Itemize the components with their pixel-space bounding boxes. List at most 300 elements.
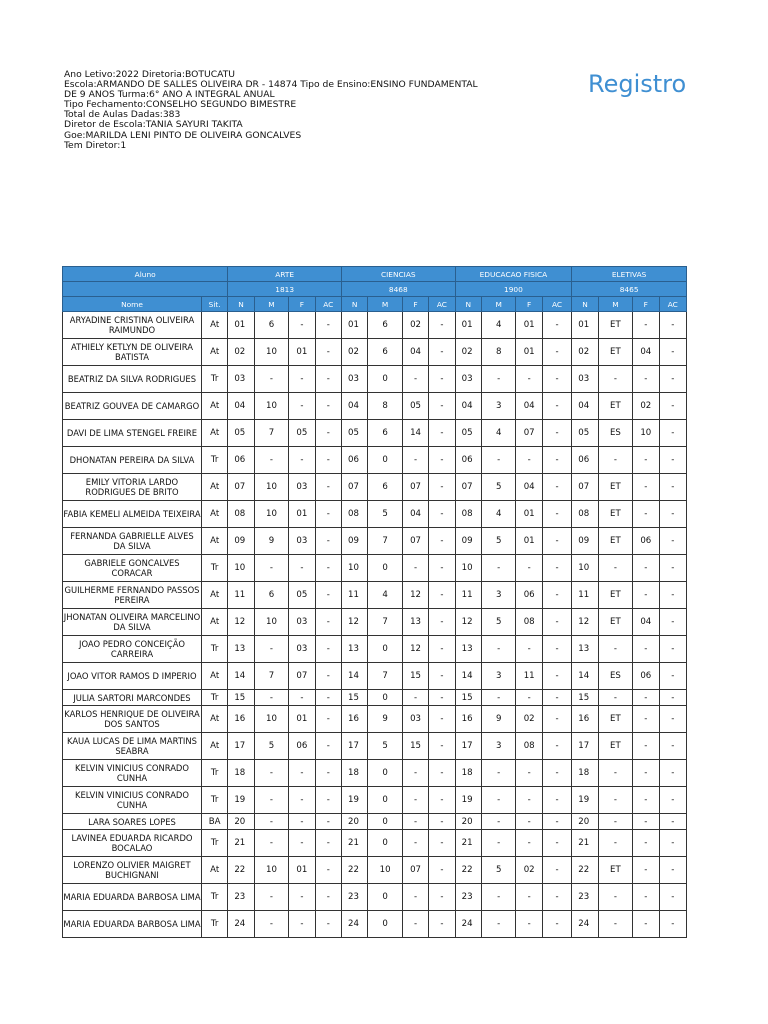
grade-cell-m: 10 — [254, 609, 288, 636]
student-situation: Tr — [201, 366, 227, 393]
grade-cell-ac: - — [429, 830, 455, 857]
student-name: MARIA EDUARDA BARBOSA LIMA — [63, 911, 202, 938]
grade-cell-ac: - — [315, 447, 341, 474]
student-situation: At — [201, 474, 227, 501]
grade-cell-m: 6 — [368, 312, 402, 339]
grade-cell-m: 10 — [368, 857, 402, 884]
sit-header: Sit. — [201, 297, 227, 312]
grade-cell-ac: - — [542, 690, 571, 706]
table-row — [63, 474, 687, 501]
grade-cell-ac: - — [315, 528, 341, 555]
grade-cell-n: 21 — [455, 830, 481, 857]
student-name: DHONATAN PEREIRA DA SILVA — [63, 447, 202, 474]
grade-cell-n: 12 — [341, 609, 367, 636]
grade-cell-n: 17 — [455, 733, 481, 760]
grade-cell-m: - — [254, 760, 288, 787]
code-header-blank — [63, 282, 228, 297]
grade-cell-ac: - — [429, 663, 455, 690]
grade-cell-n: 10 — [341, 555, 367, 582]
grade-cell-n: 18 — [341, 760, 367, 787]
grade-cell-ac: - — [315, 911, 341, 938]
grade-cell-ac: - — [659, 528, 687, 555]
grade-cell-m: 10 — [254, 857, 288, 884]
grade-cell-f: 04 — [402, 339, 428, 366]
grades-table — [62, 266, 687, 938]
grade-cell-f: - — [289, 366, 315, 393]
student-situation: At — [201, 393, 227, 420]
grade-cell-ac: - — [659, 366, 687, 393]
student-situation: Tr — [201, 787, 227, 814]
document-title: Registro — [588, 70, 686, 98]
grade-cell-n: 17 — [572, 733, 598, 760]
grade-cell-ac: - — [429, 787, 455, 814]
grade-cell-f: - — [402, 447, 428, 474]
grade-cell-f: - — [402, 555, 428, 582]
grade-cell-f: - — [289, 393, 315, 420]
grade-cell-f: - — [633, 760, 659, 787]
student-situation: Tr — [201, 760, 227, 787]
grade-cell-f: - — [633, 636, 659, 663]
student-name: EMILY VITORIA LARDO RODRIGUES DE BRITO — [63, 474, 202, 501]
grade-cell-m: - — [598, 884, 632, 911]
grade-cell-f: - — [633, 884, 659, 911]
table-row — [63, 636, 687, 663]
grade-cell-n: 04 — [572, 393, 598, 420]
grade-cell-f: - — [402, 787, 428, 814]
grade-cell-m: 10 — [254, 706, 288, 733]
grade-cell-f: - — [516, 366, 542, 393]
grade-cell-m: - — [481, 760, 515, 787]
grade-cell-n: 14 — [341, 663, 367, 690]
grade-cell-n: 05 — [572, 420, 598, 447]
grade-cell-n: 10 — [572, 555, 598, 582]
grade-cell-f: 11 — [516, 663, 542, 690]
subject-header-educacao-fisica: EDUCACAO FISICA — [455, 267, 572, 282]
grade-cell-ac: - — [429, 636, 455, 663]
grade-cell-m: 8 — [481, 339, 515, 366]
grade-cell-ac: - — [659, 663, 687, 690]
grade-cell-f: 01 — [516, 528, 542, 555]
grade-cell-ac: - — [429, 760, 455, 787]
grade-cell-m: - — [481, 814, 515, 830]
grade-cell-n: 22 — [455, 857, 481, 884]
grade-cell-f: 04 — [516, 474, 542, 501]
grade-cell-m: 10 — [254, 474, 288, 501]
col-header-n: N — [341, 297, 367, 312]
grade-cell-ac: - — [542, 733, 571, 760]
grade-cell-f: - — [633, 555, 659, 582]
grade-cell-ac: - — [315, 733, 341, 760]
grade-cell-n: 24 — [341, 911, 367, 938]
grade-cell-f: 03 — [289, 528, 315, 555]
grade-cell-m: ET — [598, 582, 632, 609]
student-name: KARLOS HENRIQUE DE OLIVEIRA DOS SANTOS — [63, 706, 202, 733]
student-situation: Tr — [201, 636, 227, 663]
grade-cell-n: 15 — [228, 690, 254, 706]
grade-cell-n: 14 — [572, 663, 598, 690]
grade-cell-m: 7 — [368, 663, 402, 690]
student-situation: At — [201, 706, 227, 733]
grade-cell-m: 0 — [368, 366, 402, 393]
grade-cell-m: 7 — [368, 528, 402, 555]
student-name: BEATRIZ GOUVEA DE CAMARGO — [63, 393, 202, 420]
student-name: FERNANDA GABRIELLE ALVES DA SILVA — [63, 528, 202, 555]
grade-cell-n: 08 — [341, 501, 367, 528]
grade-cell-n: 21 — [572, 830, 598, 857]
student-name: KAUA LUCAS DE LIMA MARTINS SEABRA — [63, 733, 202, 760]
grade-cell-f: 12 — [402, 636, 428, 663]
grade-cell-m: 9 — [368, 706, 402, 733]
grade-cell-n: 02 — [455, 339, 481, 366]
grade-cell-ac: - — [659, 474, 687, 501]
grade-cell-ac: - — [542, 339, 571, 366]
col-header-m: M — [254, 297, 288, 312]
grade-cell-m: ET — [598, 501, 632, 528]
col-header-n: N — [228, 297, 254, 312]
grade-cell-f: 02 — [516, 857, 542, 884]
grade-cell-ac: - — [315, 690, 341, 706]
grade-cell-n: 11 — [572, 582, 598, 609]
grade-cell-f: 06 — [289, 733, 315, 760]
grade-cell-m: ET — [598, 609, 632, 636]
grade-cell-m: ET — [598, 474, 632, 501]
student-name: LORENZO OLIVIER MAIGRET BUCHIGNANI — [63, 857, 202, 884]
grade-cell-f: 06 — [516, 582, 542, 609]
grade-cell-f: - — [402, 690, 428, 706]
grade-cell-ac: - — [542, 911, 571, 938]
grade-cell-n: 20 — [228, 814, 254, 830]
grade-cell-n: 04 — [228, 393, 254, 420]
grade-cell-ac: - — [542, 528, 571, 555]
table-row — [63, 787, 687, 814]
grade-cell-m: 10 — [254, 339, 288, 366]
grade-cell-ac: - — [429, 555, 455, 582]
header-line-director: Diretor de Escola:TANIA SAYURI TAKITA — [64, 119, 243, 131]
grade-cell-ac: - — [659, 857, 687, 884]
grade-cell-f: - — [516, 911, 542, 938]
grade-cell-n: 17 — [341, 733, 367, 760]
grade-cell-m: - — [254, 366, 288, 393]
grade-cell-ac: - — [315, 366, 341, 393]
grade-cell-f: - — [633, 447, 659, 474]
grade-cell-n: 13 — [228, 636, 254, 663]
grade-cell-f: 05 — [402, 393, 428, 420]
student-situation: At — [201, 339, 227, 366]
grade-cell-m: 5 — [481, 528, 515, 555]
grade-cell-m: 8 — [368, 393, 402, 420]
grade-cell-m: - — [481, 690, 515, 706]
grade-cell-n: 14 — [228, 663, 254, 690]
grade-cell-n: 05 — [455, 420, 481, 447]
grade-cell-m: ES — [598, 420, 632, 447]
grade-cell-ac: - — [315, 312, 341, 339]
student-situation: Tr — [201, 447, 227, 474]
grade-cell-m: - — [254, 787, 288, 814]
grade-cell-m: 5 — [368, 733, 402, 760]
column-header-row — [63, 297, 687, 312]
grade-cell-ac: - — [659, 582, 687, 609]
grade-cell-ac: - — [315, 787, 341, 814]
grade-cell-n: 04 — [341, 393, 367, 420]
grade-cell-ac: - — [315, 339, 341, 366]
student-situation: BA — [201, 814, 227, 830]
grade-cell-f: - — [289, 690, 315, 706]
grade-cell-f: - — [516, 555, 542, 582]
grade-cell-ac: - — [315, 420, 341, 447]
grade-cell-n: 09 — [572, 528, 598, 555]
grade-cell-m: 0 — [368, 555, 402, 582]
col-header-m: M — [598, 297, 632, 312]
grade-cell-ac: - — [659, 911, 687, 938]
grade-cell-f: - — [516, 884, 542, 911]
grade-cell-ac: - — [659, 884, 687, 911]
grade-cell-ac: - — [315, 582, 341, 609]
grade-cell-ac: - — [542, 393, 571, 420]
grade-cell-m: 5 — [481, 474, 515, 501]
subject-code-educacao-fisica: 1900 — [455, 282, 572, 297]
grade-cell-n: 19 — [455, 787, 481, 814]
grade-cell-ac: - — [429, 528, 455, 555]
grade-cell-n: 04 — [455, 393, 481, 420]
table-row — [63, 814, 687, 830]
grade-cell-n: 17 — [228, 733, 254, 760]
grade-cell-ac: - — [429, 884, 455, 911]
grade-cell-ac: - — [542, 814, 571, 830]
grade-cell-n: 19 — [341, 787, 367, 814]
grade-cell-ac: - — [429, 582, 455, 609]
grade-cell-ac: - — [315, 857, 341, 884]
table-row — [63, 528, 687, 555]
grade-cell-n: 16 — [341, 706, 367, 733]
grade-cell-m: - — [481, 366, 515, 393]
grade-cell-f: 04 — [516, 393, 542, 420]
grade-cell-n: 24 — [572, 911, 598, 938]
grade-cell-m: 9 — [481, 706, 515, 733]
grade-cell-ac: - — [315, 706, 341, 733]
grade-cell-m: - — [598, 555, 632, 582]
grade-cell-m: 5 — [368, 501, 402, 528]
grade-cell-ac: - — [659, 830, 687, 857]
grade-cell-f: - — [516, 636, 542, 663]
subject-header-arte: ARTE — [228, 267, 342, 282]
grade-cell-ac: - — [542, 706, 571, 733]
grade-cell-f: - — [633, 690, 659, 706]
grade-cell-m: 6 — [368, 420, 402, 447]
grade-cell-f: - — [633, 366, 659, 393]
grade-cell-n: 12 — [455, 609, 481, 636]
grade-cell-ac: - — [429, 501, 455, 528]
grade-cell-ac: - — [315, 501, 341, 528]
grade-cell-m: - — [481, 911, 515, 938]
grade-cell-f: - — [633, 911, 659, 938]
grade-cell-n: 23 — [228, 884, 254, 911]
col-header-f: F — [633, 297, 659, 312]
grade-cell-f: 07 — [402, 528, 428, 555]
grade-cell-ac: - — [429, 609, 455, 636]
student-situation: Tr — [201, 911, 227, 938]
grade-cell-f: - — [633, 857, 659, 884]
grade-cell-m: 5 — [481, 609, 515, 636]
header-line-school: Escola:ARMANDO DE SALLES OLIVEIRA DR - 14874 Tipo de Ensino:ENSINO FUNDAMENTAL — [64, 79, 478, 91]
grade-cell-ac: - — [429, 420, 455, 447]
student-situation: Tr — [201, 884, 227, 911]
subject-header-eletivas: ELETIVAS — [572, 267, 687, 282]
grade-cell-f: - — [289, 312, 315, 339]
student-name: GABRIELE GONCALVES CORACAR — [63, 555, 202, 582]
grade-cell-f: 07 — [289, 663, 315, 690]
table-row — [63, 447, 687, 474]
table-row — [63, 312, 687, 339]
grade-cell-n: 12 — [572, 609, 598, 636]
col-header-ac: AC — [315, 297, 341, 312]
grade-cell-f: 02 — [633, 393, 659, 420]
grade-cell-ac: - — [542, 447, 571, 474]
student-situation: At — [201, 528, 227, 555]
grade-cell-m: - — [481, 787, 515, 814]
grade-cell-n: 01 — [455, 312, 481, 339]
grade-cell-f: 03 — [289, 474, 315, 501]
student-situation: Tr — [201, 830, 227, 857]
grade-cell-m: 0 — [368, 447, 402, 474]
grade-cell-f: 04 — [633, 609, 659, 636]
grade-cell-f: 03 — [289, 609, 315, 636]
grade-cell-f: - — [289, 884, 315, 911]
grade-cell-ac: - — [659, 690, 687, 706]
grade-cell-m: - — [254, 447, 288, 474]
grade-cell-n: 16 — [455, 706, 481, 733]
grade-cell-f: 02 — [402, 312, 428, 339]
grade-cell-ac: - — [315, 636, 341, 663]
grade-cell-ac: - — [542, 857, 571, 884]
table-row — [63, 706, 687, 733]
student-name: KELVIN VINICIUS CONRADO CUNHA — [63, 787, 202, 814]
grade-cell-m: - — [598, 787, 632, 814]
grade-cell-n: 24 — [228, 911, 254, 938]
header-line-year: Ano Letivo:2022 Diretoria:BOTUCATU — [64, 69, 236, 80]
student-situation: At — [201, 582, 227, 609]
grade-cell-m: 7 — [254, 663, 288, 690]
grade-cell-f: - — [289, 911, 315, 938]
grade-cell-ac: - — [429, 733, 455, 760]
grade-cell-ac: - — [315, 609, 341, 636]
grade-cell-n: 23 — [341, 884, 367, 911]
grade-cell-f: - — [516, 447, 542, 474]
grade-cell-m: ET — [598, 393, 632, 420]
grade-cell-m: 0 — [368, 814, 402, 830]
grade-cell-f: 04 — [402, 501, 428, 528]
table-row — [63, 366, 687, 393]
grade-cell-m: 3 — [481, 733, 515, 760]
grade-cell-ac: - — [315, 393, 341, 420]
subject-header-row — [63, 267, 687, 282]
grade-cell-ac: - — [542, 474, 571, 501]
grade-cell-f: 07 — [402, 857, 428, 884]
grade-cell-f: 02 — [516, 706, 542, 733]
grade-cell-m: - — [254, 814, 288, 830]
grade-cell-ac: - — [659, 555, 687, 582]
header-line-class: DE 9 ANOS Turma:6° ANO A INTEGRAL ANUAL — [64, 89, 275, 101]
col-header-m: M — [368, 297, 402, 312]
grade-cell-ac: - — [542, 760, 571, 787]
table-row — [63, 420, 687, 447]
col-header-f: F — [402, 297, 428, 312]
grade-cell-ac: - — [429, 393, 455, 420]
grade-cell-f: - — [402, 884, 428, 911]
grade-cell-n: 11 — [228, 582, 254, 609]
grade-cell-n: 15 — [572, 690, 598, 706]
nome-header: Nome — [63, 297, 202, 312]
grade-cell-n: 19 — [572, 787, 598, 814]
grade-cell-f: 01 — [516, 501, 542, 528]
grade-cell-f: 05 — [289, 420, 315, 447]
student-name: MARIA EDUARDA BARBOSA LIMA — [63, 884, 202, 911]
grade-cell-n: 16 — [572, 706, 598, 733]
col-header-n: N — [455, 297, 481, 312]
grade-cell-m: 5 — [481, 857, 515, 884]
grade-cell-f: - — [402, 814, 428, 830]
grade-cell-m: - — [598, 814, 632, 830]
grade-cell-n: 20 — [572, 814, 598, 830]
grade-cell-m: 0 — [368, 884, 402, 911]
grade-cell-f: - — [633, 830, 659, 857]
grade-cell-ac: - — [659, 636, 687, 663]
grade-cell-ac: - — [659, 312, 687, 339]
grade-cell-f: - — [633, 733, 659, 760]
grade-cell-n: 15 — [341, 690, 367, 706]
student-situation: At — [201, 312, 227, 339]
table-row — [63, 830, 687, 857]
grade-cell-ac: - — [429, 447, 455, 474]
grade-cell-m: 0 — [368, 760, 402, 787]
document-header — [64, 70, 478, 151]
grade-cell-n: 18 — [228, 760, 254, 787]
grade-cell-f: - — [289, 830, 315, 857]
grade-cell-ac: - — [429, 911, 455, 938]
grade-cell-ac: - — [315, 760, 341, 787]
grade-cell-m: ET — [598, 706, 632, 733]
grade-cell-ac: - — [429, 690, 455, 706]
grade-cell-n: 23 — [572, 884, 598, 911]
grade-cell-ac: - — [429, 312, 455, 339]
student-situation: At — [201, 663, 227, 690]
grade-cell-m: - — [254, 636, 288, 663]
grade-cell-m: 4 — [481, 312, 515, 339]
grade-cell-n: 13 — [572, 636, 598, 663]
grade-cell-f: 04 — [633, 339, 659, 366]
grade-cell-n: 21 — [228, 830, 254, 857]
student-situation: Tr — [201, 690, 227, 706]
grade-cell-n: 03 — [341, 366, 367, 393]
col-header-m: M — [481, 297, 515, 312]
grade-cell-n: 08 — [455, 501, 481, 528]
col-header-f: F — [516, 297, 542, 312]
subject-code-ciencias: 8468 — [341, 282, 455, 297]
header-line-total-lessons: Total de Aulas Dadas:383 — [64, 109, 181, 121]
grade-cell-ac: - — [542, 663, 571, 690]
grade-cell-n: 10 — [455, 555, 481, 582]
grade-cell-n: 21 — [341, 830, 367, 857]
grade-cell-f: 01 — [289, 339, 315, 366]
grade-cell-n: 12 — [228, 609, 254, 636]
grade-cell-n: 18 — [572, 760, 598, 787]
grade-cell-n: 24 — [455, 911, 481, 938]
grade-cell-n: 02 — [572, 339, 598, 366]
grade-cell-ac: - — [542, 555, 571, 582]
grade-cell-m: - — [254, 830, 288, 857]
grade-cell-ac: - — [659, 814, 687, 830]
grade-cell-f: 15 — [402, 663, 428, 690]
aluno-header: Aluno — [63, 267, 228, 282]
